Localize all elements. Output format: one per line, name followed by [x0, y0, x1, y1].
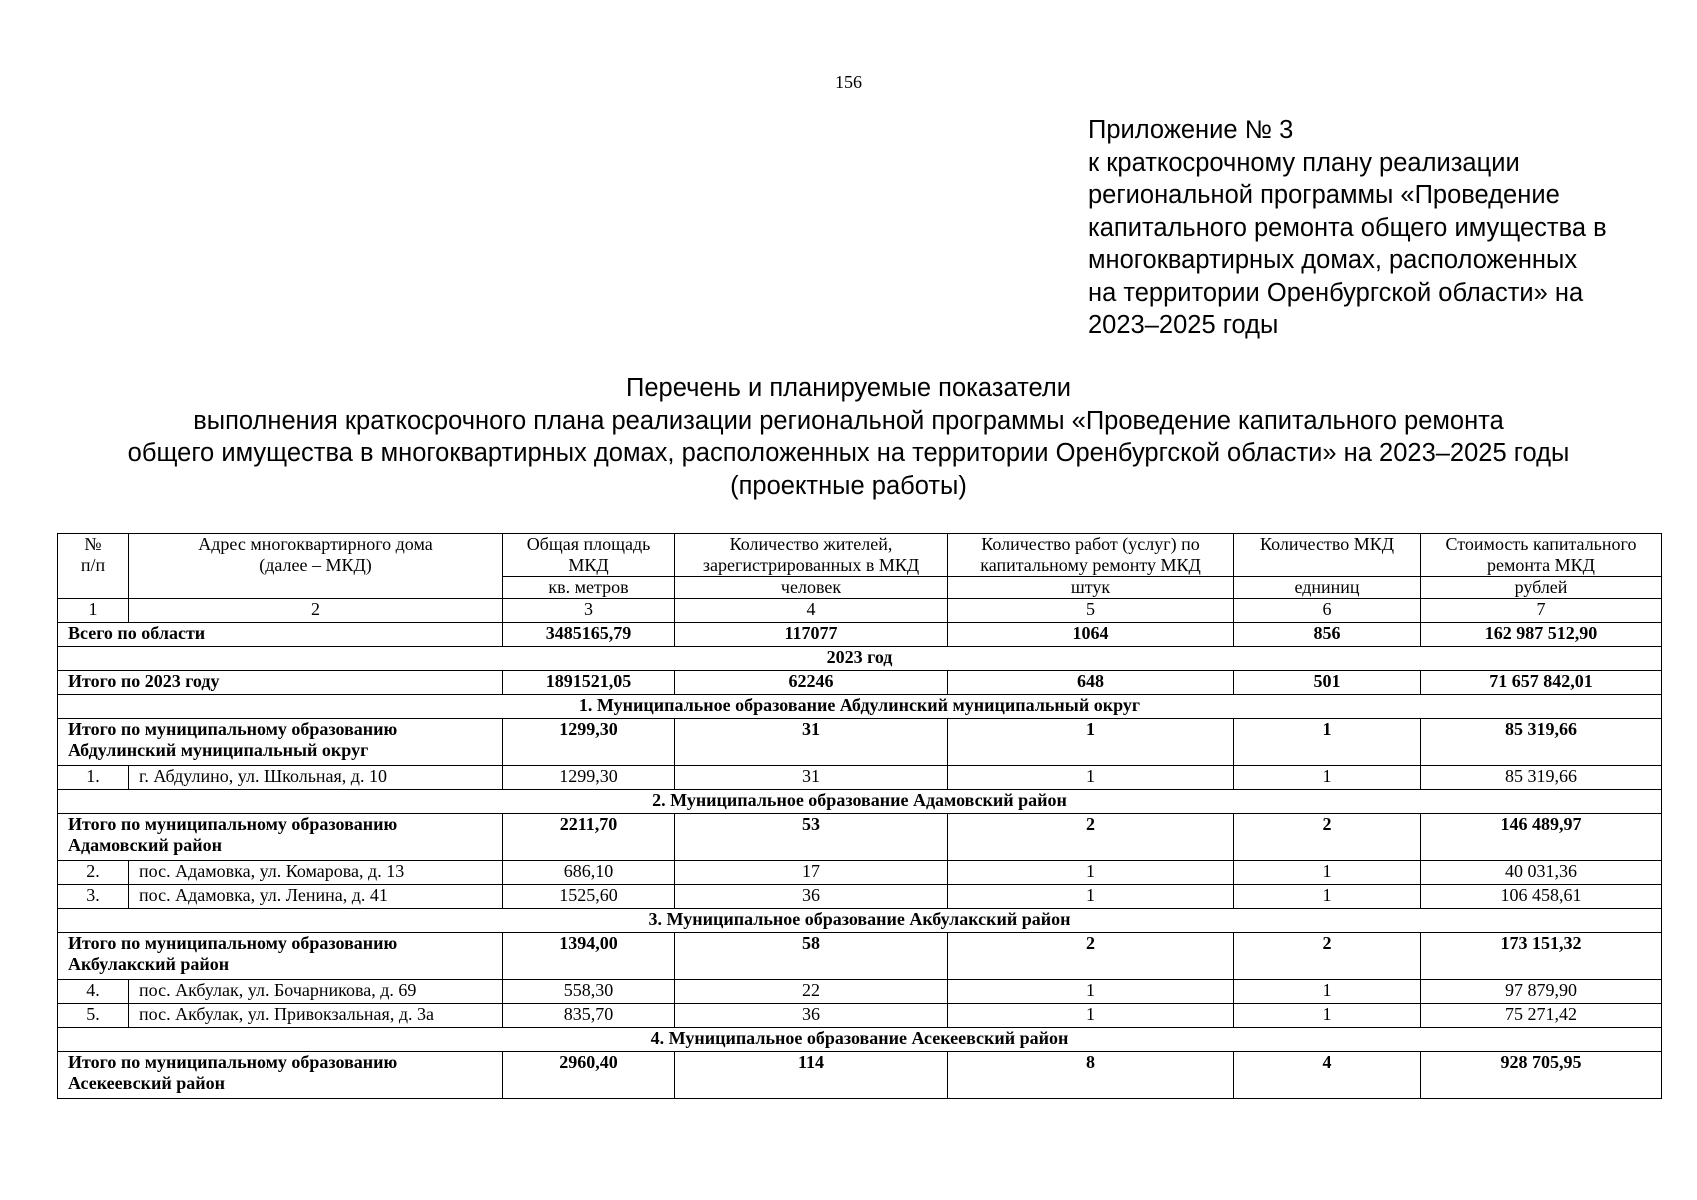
subtotal-residents: 58: [675, 933, 948, 980]
row-works: 1: [948, 861, 1234, 885]
total-year-works: 648: [948, 671, 1234, 695]
row-works: 1: [948, 885, 1234, 909]
row-number: 2.: [58, 861, 129, 885]
column-number: 5: [948, 599, 1234, 623]
subtotal-works: 1: [948, 719, 1234, 766]
row-cost: 75 271,42: [1421, 1004, 1662, 1028]
table-row: [58, 766, 1662, 790]
row-mkd: 1: [1234, 1004, 1421, 1028]
subtotal-cost: 85 319,66: [1421, 719, 1662, 766]
subtotal-cost: 173 151,32: [1421, 933, 1662, 980]
subtotal-works: 2: [948, 814, 1234, 861]
document-title: [0, 372, 1697, 502]
row-area: 835,70: [503, 1004, 675, 1028]
section-heading: 3. Муниципальное образование Акбулакский район: [58, 909, 1662, 933]
subtotal-residents: 53: [675, 814, 948, 861]
row-address: пос. Акбулак, ул. Привокзальная, д. 3а: [129, 1004, 503, 1028]
year-label: 2023 год: [58, 647, 1662, 671]
row-residents: 17: [675, 861, 948, 885]
header-row: [58, 534, 1662, 577]
row-address: пос. Адамовка, ул. Ленина, д. 41: [129, 885, 503, 909]
subtotal-label: Итого по муниципальному образованию Адамовский район: [58, 814, 503, 861]
total-region-area: 3485165,79: [503, 623, 675, 647]
appendix-line: к краткосрочному плану реализации: [1088, 148, 1520, 177]
table-row: [58, 980, 1662, 1004]
row-cost: 97 879,90: [1421, 980, 1662, 1004]
row-area: 558,30: [503, 980, 675, 1004]
row-residents: 36: [675, 885, 948, 909]
column-number: 6: [1234, 599, 1421, 623]
header-address: Адрес многоквартирного дома (далее – МКД): [129, 534, 503, 599]
appendix-block: [1088, 114, 1648, 342]
table-row: [58, 861, 1662, 885]
row-area: 686,10: [503, 861, 675, 885]
subtotal-area: 2211,70: [503, 814, 675, 861]
subtotal-mkd: 2: [1234, 933, 1421, 980]
row-area: 1525,60: [503, 885, 675, 909]
section-heading: 4. Муниципальное образование Асекеевский район: [58, 1028, 1662, 1052]
total-year-area: 1891521,05: [503, 671, 675, 695]
header-number: № п/п: [58, 534, 129, 599]
page-number: 156: [835, 72, 862, 92]
row-number: 1.: [58, 766, 129, 790]
header-area: Общая площадь МКД: [503, 534, 675, 577]
unit-works: штук: [948, 577, 1234, 599]
row-works: 1: [948, 980, 1234, 1004]
year-row: [58, 647, 1662, 671]
row-address: пос. Акбулак, ул. Бочарникова, д. 69: [129, 980, 503, 1004]
subtotal-mkd: 2: [1234, 814, 1421, 861]
row-address: г. Абдулино, ул. Школьная, д. 10: [129, 766, 503, 790]
row-cost: 85 319,66: [1421, 766, 1662, 790]
total-region-mkd: 856: [1234, 623, 1421, 647]
subtotal-label: Итого по муниципальному образованию Абдулинский муниципальный округ: [58, 719, 503, 766]
total-region-works: 1064: [948, 623, 1234, 647]
row-number: 4.: [58, 980, 129, 1004]
subtotal-residents: 114: [675, 1052, 948, 1099]
appendix-line: Приложение № 3: [1088, 116, 1294, 144]
row-mkd: 1: [1234, 861, 1421, 885]
subtotal-cost: 928 705,95: [1421, 1052, 1662, 1099]
total-region-row: [58, 623, 1662, 647]
column-number: 4: [675, 599, 948, 623]
appendix-line: 2023–2025 годы: [1088, 311, 1279, 339]
section-heading-row: [58, 909, 1662, 933]
subtotal-cost: 146 489,97: [1421, 814, 1662, 861]
subtotal-label: Итого по муниципальному образованию Асекеевский район: [58, 1052, 503, 1099]
header-works: Количество работ (услуг) по капитальному ремонту МКД: [948, 534, 1234, 577]
title-line: (проектные работы): [730, 471, 967, 500]
subtotal-residents: 31: [675, 719, 948, 766]
column-number: 3: [503, 599, 675, 623]
total-year-row: [58, 671, 1662, 695]
subtotal-label: Итого по муниципальному образованию Акбулакский район: [58, 933, 503, 980]
row-residents: 36: [675, 1004, 948, 1028]
subtotal-works: 2: [948, 933, 1234, 980]
section-heading-row: [58, 695, 1662, 719]
subtotal-area: 1394,00: [503, 933, 675, 980]
row-mkd: 1: [1234, 885, 1421, 909]
subtotal-mkd: 1: [1234, 719, 1421, 766]
total-year-mkd: 501: [1234, 671, 1421, 695]
subtotal-area: 2960,40: [503, 1052, 675, 1099]
header-residents: Количество жителей, зарегистрированных в МКД: [675, 534, 948, 577]
column-number: 1: [58, 599, 129, 623]
column-numbers-row: [58, 599, 1662, 623]
row-number: 5.: [58, 1004, 129, 1028]
header-cost: Стоимость капитального ремонта МКД: [1421, 534, 1662, 577]
section-subtotal-row: [58, 933, 1662, 980]
total-region-cost: 162 987 512,90: [1421, 623, 1662, 647]
row-address: пос. Адамовка, ул. Комарова, д. 13: [129, 861, 503, 885]
row-number: 3.: [58, 885, 129, 909]
unit-mkd: едниниц: [1234, 577, 1421, 599]
unit-area: кв. метров: [503, 577, 675, 599]
indicators-table: [57, 533, 1662, 1099]
row-area: 1299,30: [503, 766, 675, 790]
section-heading: 2. Муниципальное образование Адамовский район: [58, 790, 1662, 814]
row-cost: 40 031,36: [1421, 861, 1662, 885]
row-residents: 31: [675, 766, 948, 790]
section-heading: 1. Муниципальное образование Абдулинский муниципальный округ: [58, 695, 1662, 719]
appendix-line: капитального ремонта общего имущества в: [1088, 213, 1607, 242]
title-line: выполнения краткосрочного плана реализации региональной программы «Проведение капитального ремонта: [193, 406, 1504, 435]
section-heading-row: [58, 790, 1662, 814]
subtotal-works: 8: [948, 1052, 1234, 1099]
row-works: 1: [948, 1004, 1234, 1028]
row-works: 1: [948, 766, 1234, 790]
title-line: Перечень и планируемые показатели: [626, 374, 1071, 402]
section-subtotal-row: [58, 814, 1662, 861]
total-region-residents: 117077: [675, 623, 948, 647]
section-subtotal-row: [58, 1052, 1662, 1099]
row-cost: 106 458,61: [1421, 885, 1662, 909]
subtotal-area: 1299,30: [503, 719, 675, 766]
total-year-label: Итого по 2023 году: [58, 671, 503, 695]
total-year-cost: 71 657 842,01: [1421, 671, 1662, 695]
appendix-line: многоквартирных домах, расположенных: [1088, 246, 1578, 274]
section-subtotal-row: [58, 719, 1662, 766]
row-mkd: 1: [1234, 766, 1421, 790]
unit-residents: человек: [675, 577, 948, 599]
row-mkd: 1: [1234, 980, 1421, 1004]
header-mkd-count: Количество МКД: [1234, 534, 1421, 577]
total-region-label: Всего по области: [58, 623, 503, 647]
subtotal-mkd: 4: [1234, 1052, 1421, 1099]
column-number: 7: [1421, 599, 1662, 623]
section-heading-row: [58, 1028, 1662, 1052]
table-row: [58, 1004, 1662, 1028]
table-row: [58, 885, 1662, 909]
total-year-residents: 62246: [675, 671, 948, 695]
appendix-line: региональной программы «Проведение: [1088, 181, 1560, 209]
title-line: общего имущества в многоквартирных домах, расположенных на территории Оренбургской области» на 2023–2025 годы: [127, 439, 1570, 467]
appendix-line: на территории Оренбургской области» на: [1088, 278, 1584, 307]
unit-cost: рублей: [1421, 577, 1662, 599]
column-number: 2: [129, 599, 503, 623]
row-residents: 22: [675, 980, 948, 1004]
